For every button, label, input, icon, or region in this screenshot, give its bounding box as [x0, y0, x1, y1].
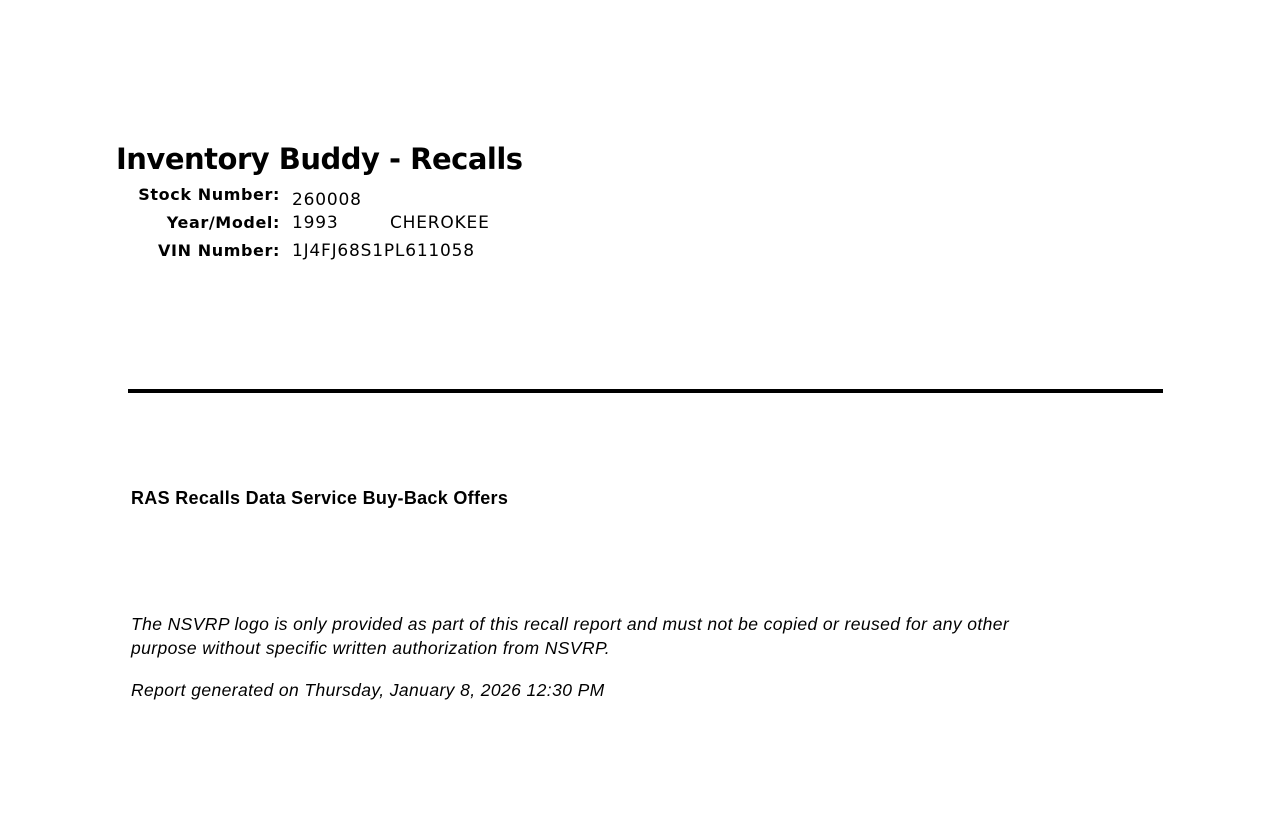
- field-row-year-model: [0, 213, 700, 237]
- report-generated-timestamp: Report generated on Thursday, January 8, 2026 12:30 PM: [131, 680, 605, 700]
- vin-number-label: VIN Number:: [158, 241, 280, 260]
- section-heading-buyback-offers: RAS Recalls Data Service Buy-Back Offers: [131, 488, 509, 508]
- year-model-label: Year/Model:: [166, 213, 280, 232]
- vin-number-value: 1J4FJ68S1PL611058: [292, 241, 475, 261]
- year-model-value: [292, 213, 490, 233]
- field-row-vin-number: [0, 241, 700, 265]
- disclaimer-line-1: The NSVRP logo is only provided as part of this recall report and must not be copied or reused for any other: [131, 614, 1010, 634]
- nsvrp-disclaimer-paragraph: [131, 612, 1009, 660]
- horizontal-divider-rule: [128, 389, 1163, 393]
- year-value: 1993: [292, 213, 339, 233]
- model-value: CHEROKEE: [390, 213, 490, 233]
- stock-number-label: Stock Number:: [138, 185, 280, 204]
- stock-number-value: 260008: [292, 190, 362, 210]
- disclaimer-line-2: purpose without specific written authorization from NSVRP.: [131, 638, 611, 658]
- report-title: Inventory Buddy - Recalls: [116, 142, 523, 176]
- field-row-stock-number: [0, 185, 700, 209]
